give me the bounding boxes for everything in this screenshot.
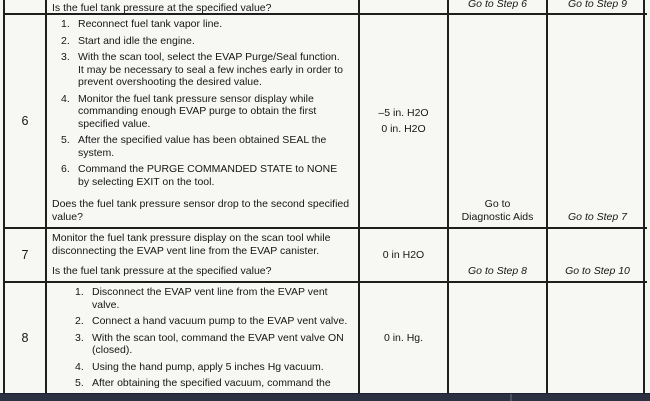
goto-step-6-text: Go to Step 6 [468,0,527,10]
step-number-8: 8 [5,283,47,393]
question-step-7: Is the fuel tank pressure at the specified value? [52,264,272,277]
no-cell-step-8 [548,283,647,393]
action-cell-step-6 [47,15,360,229]
paragraph-step-7: Monitor the fuel tank pressure display on the scan tool while disconnecting the EVAP vent line from the EVAP canister. [52,232,331,257]
value-line: 0 in. H2O [381,123,426,135]
value-line: 0 in. Hg. [383,331,424,344]
continued-no-cell [548,0,647,15]
continued-question-text: Is the fuel tank pressure at the specified value? [52,2,272,14]
value-cell-step-7 [360,229,449,283]
list-item: 6. Command the PURGE COMMANDED STATE to NONE by selecting EXIT on the tool. [61,163,338,188]
continued-question-cell [47,0,360,15]
step-number-7: 7 [5,229,47,283]
list-item: 3. With the scan tool, command the EVAP vent valve ON (closed). [75,331,344,356]
goto-step-8-text: Go to Step 8 [468,264,527,277]
list-item: 4. Monitor the fuel tank pressure sensor display while commanding enough EVAP purge to obtain the first specified value. [61,92,317,130]
no-cell-step-6 [548,15,647,229]
diagnostic-table [3,0,645,393]
list-item: 5. After obtaining the specified vacuum, command the [75,377,331,389]
action-cell-step-7 [47,229,360,283]
action-list-step-6 [52,18,352,192]
list-item: 2. Start and idle the engine. [61,34,195,47]
no-cell-step-7 [548,229,647,283]
yes-cell-step-6 [449,15,548,229]
continued-value-cell [360,0,449,15]
action-list-step-8 [52,286,352,393]
list-item: 1. Reconnect fuel tank vapor line. [61,18,223,30]
step-number-6: 6 [5,15,47,229]
value-line: 0 in H2O [382,248,425,261]
value-line: –5 in. H2O [378,106,429,119]
list-item: 1. Disconnect the EVAP vent line from the EVAP vent valve. [75,286,328,311]
yes-cell-step-8 [449,283,548,393]
goto-step-10-text: Go to Step 10 [565,264,630,277]
window-bottom-edge [0,393,650,401]
list-item: 5. After the specified value has been obtained SEAL the system. [61,134,327,159]
window-edge-divider [510,394,512,401]
yes-cell-step-7 [449,229,548,283]
value-cell-step-6 [360,15,449,229]
list-item: 2. Connect a hand vacuum pump to the EVAP vent valve. [75,315,348,327]
step-cell-continued [5,0,47,15]
goto-step-9-text: Go to Step 9 [568,0,627,10]
value-cell-step-8 [360,283,449,393]
list-item: 3. With the scan tool, select the EVAP Purge/Seal function. It may be necessary to seal a few inches early in order to prevent overshooting the desired value. [61,51,343,88]
goto-diagnostic-aids-text: Go to Diagnostic Aids [461,198,534,223]
continued-yes-cell [449,0,548,15]
question-step-6: Does the fuel tank pressure sensor drop to the second specified value? [52,198,350,223]
goto-step-7-text: Go to Step 7 [568,210,627,223]
list-item: 4. Using the hand pump, apply 5 inches Hg vacuum. [75,360,324,373]
action-cell-step-8 [47,283,360,393]
